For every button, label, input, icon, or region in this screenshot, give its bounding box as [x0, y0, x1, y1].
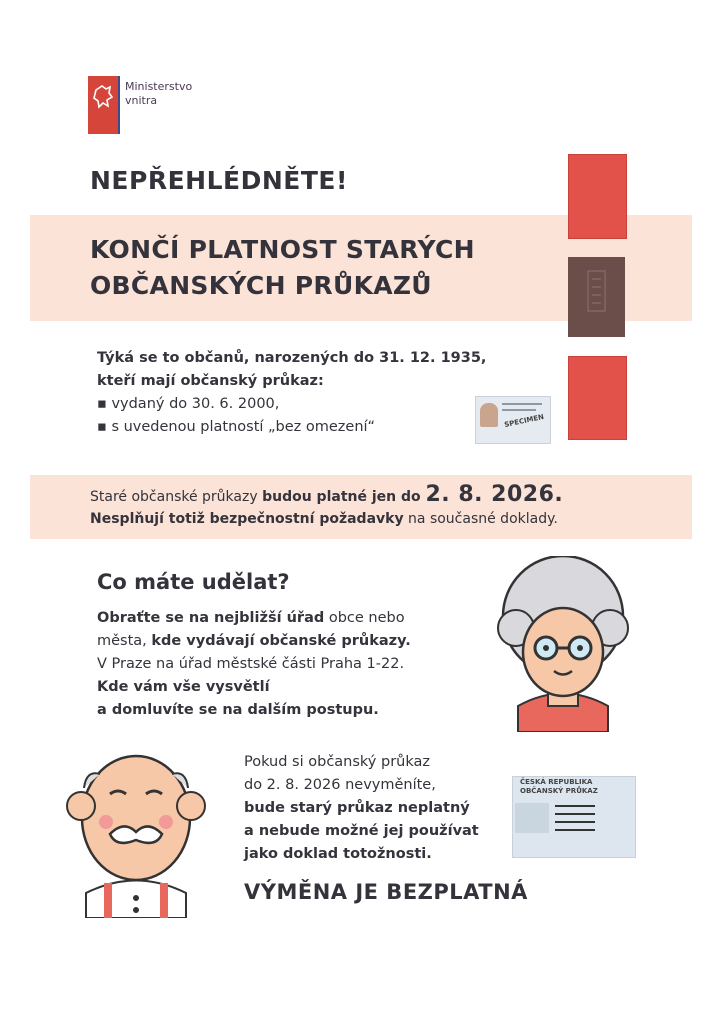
photo-icon	[480, 403, 498, 427]
validity-text	[90, 484, 563, 530]
logo-line-2: vnitra	[125, 94, 158, 107]
affected-line-1: Týká se to občanů, narozených do 31. 12. 1935,	[97, 350, 487, 366]
ministry-logo-flag	[88, 76, 119, 134]
affected-bullet-2: ▪ s uvedenou platností „bez omezení“	[97, 419, 376, 435]
expiry-date: 2. 8. 2026.	[425, 482, 564, 507]
headline-main-line-2: OBČANSKÝCH PRŮKAZŮ	[90, 271, 432, 300]
affected-line-2: kteří mají občanský průkaz:	[97, 373, 324, 389]
affected-citizens-text	[97, 347, 486, 439]
grandmother-illustration	[488, 556, 638, 732]
headline-main	[90, 232, 475, 304]
notice-text: Pokud si občanský průkaz do 2. 8. 2026 nevyměníte, bude starý průkaz neplatný a nebude možné jej používat jako doklad totožnosti.	[244, 754, 479, 862]
headline-main-line-1: KONČÍ PLATNOST STARÝCH	[90, 235, 475, 264]
ministry-logo-text	[125, 80, 192, 108]
what-to-do-text: Obraťte se na nejbližší úřad obce nebo města, kde vydávají občanské průkazy. V Praze na úřad městské části Praha 1-22. Kde vám vše vysvětlí a domluvíte se na dalším postupu.	[97, 610, 411, 718]
lion-emblem-icon	[88, 76, 119, 134]
old-id-booklet-red-bottom	[568, 356, 627, 440]
grandfather-illustration	[66, 748, 206, 918]
validity-line-2: Nesplňují totiž bezpečnostní požadavky na současné doklady.	[90, 511, 558, 527]
card-line	[555, 805, 595, 807]
affected-bullet-1: ▪ vydaný do 30. 6. 2000,	[97, 396, 280, 412]
card-line	[502, 403, 542, 405]
logo-divider	[118, 76, 120, 134]
card-line	[502, 409, 536, 411]
section-title-what-to-do: Co máte udělat?	[97, 570, 290, 594]
card-photo-area	[515, 803, 549, 833]
card-line	[555, 829, 595, 831]
booklet-emblem-icon	[568, 257, 625, 337]
specimen-stamp: SPECIMEN	[503, 412, 545, 430]
validity-line-1: Staré občanské průkazy budou platné jen do 2. 8. 2026.	[90, 482, 564, 507]
old-id-booklet-red-top	[568, 154, 627, 239]
old-id-card-title: ČESKÁ REPUBLIKA OBČANSKÝ PRŮKAZ	[520, 778, 598, 795]
logo-line-1: Ministerstvo	[125, 80, 193, 93]
card-line	[555, 821, 595, 823]
headline-warning: NEPŘEHLÉDNĚTE!	[90, 166, 348, 195]
free-exchange-heading: VÝMĚNA JE BEZPLATNÁ	[244, 880, 528, 904]
old-id-booklet-brown	[568, 257, 625, 337]
card-line	[555, 813, 595, 815]
specimen-id-card	[475, 396, 551, 444]
